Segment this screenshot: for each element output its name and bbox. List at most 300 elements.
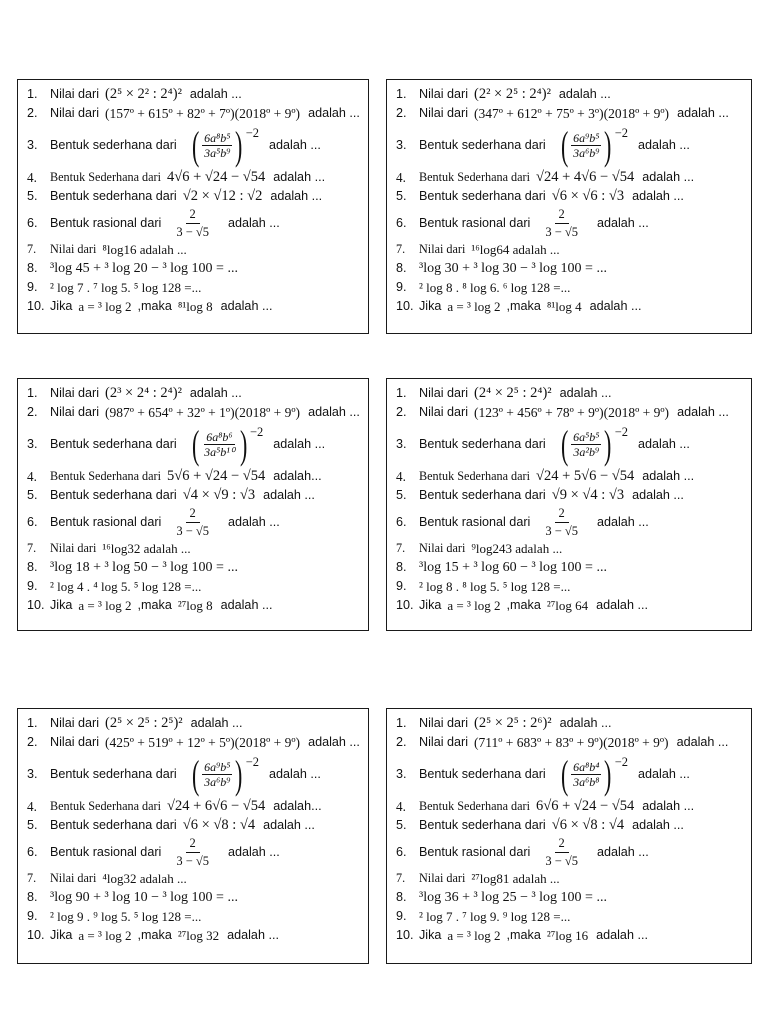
question-6	[27, 505, 362, 539]
question-label: Bentuk rasional dari	[50, 844, 162, 859]
question-1	[396, 384, 745, 403]
math-expression: (711º + 683º + 83º + 9º)(2018º + 9º)	[474, 734, 669, 750]
fraction-power: −2	[614, 754, 629, 769]
question-8	[27, 558, 362, 577]
math-expression: ¹⁶log64 adalah ...	[471, 242, 560, 257]
question-number: 3.	[396, 437, 407, 452]
fraction-denominator: 3a⁵b¹⁰	[204, 445, 235, 459]
fraction-denominator: 3 − √5	[545, 853, 578, 868]
math-expression-2: ²⁷log 32	[177, 928, 220, 943]
question-tail: adalah ...	[677, 106, 729, 121]
question-9	[396, 278, 745, 297]
right-paren-icon: )	[239, 421, 247, 467]
question-4	[396, 467, 745, 486]
question-number: 10.	[27, 299, 45, 314]
question-tail: adalah ...	[270, 189, 323, 204]
question-label: Bentuk sederhana dari	[50, 138, 177, 153]
question-tail: adalah ...	[677, 405, 729, 420]
math-expression: ³log 45 + ³ log 20 − ³ log 100 = ...	[50, 260, 238, 276]
fraction-denominator: 3a⁶b⁸	[573, 775, 600, 789]
question-number: 4.	[396, 169, 406, 185]
question-8	[27, 259, 362, 278]
fraction-denominator: 3a⁶b⁹	[204, 775, 231, 789]
question-tail: adalah ...	[190, 716, 243, 731]
question-label: Nilai dari	[419, 405, 468, 420]
left-paren-icon: (	[560, 122, 569, 168]
question-2	[396, 403, 745, 422]
question-number: 7.	[27, 871, 37, 886]
fraction-numerator: 2	[555, 837, 569, 853]
question-1	[396, 714, 745, 733]
fraction-numerator: 2	[555, 208, 569, 224]
question-label: Nilai dari	[50, 541, 97, 556]
question-tail: adalah...	[273, 469, 322, 484]
question-number: 6.	[396, 514, 407, 529]
question-number: 2.	[27, 405, 38, 420]
math-expression: ² log 9 . ⁹ log 5. ⁵ log 128 =...	[50, 909, 202, 924]
math-expression: a = ³ log 2	[78, 928, 132, 943]
math-expression-2: ²⁷log 64	[546, 598, 589, 613]
question-tail: adalah ...	[227, 215, 280, 230]
question-5	[27, 187, 362, 206]
math-expression-2: ²⁷log 8	[177, 598, 213, 613]
question-label: Nilai dari	[419, 541, 466, 556]
question-3	[396, 123, 745, 168]
fraction	[202, 431, 237, 458]
fraction-denominator: 3a⁶b⁹	[573, 146, 600, 160]
question-label: Bentuk sederhana dari	[50, 818, 177, 833]
question-tail: adalah ...	[189, 87, 242, 102]
question-number: 5.	[396, 818, 407, 833]
question-number: 2.	[396, 735, 407, 750]
math-expression: ³log 18 + ³ log 50 − ³ log 100 = ...	[50, 559, 238, 575]
question-label: Nilai dari	[419, 106, 468, 121]
math-expression-2: ⁸¹log 4	[546, 299, 582, 314]
math-expression: ⁹log243 adalah ...	[471, 541, 563, 556]
fraction-denominator: 3 − √5	[545, 224, 578, 239]
question-label: Nilai dari	[50, 87, 99, 102]
question-label: Nilai dari	[50, 405, 99, 420]
question-number: 6.	[27, 844, 38, 859]
math-expression: ³log 30 + ³ log 30 − ³ log 100 = ...	[419, 260, 607, 276]
math-expression: √24 + 5√6 − √54	[536, 468, 635, 485]
question-4	[396, 168, 745, 187]
fraction-expression	[558, 421, 629, 467]
question-tail: adalah ...	[638, 767, 690, 782]
fraction-power: −2	[614, 125, 629, 140]
question-5	[27, 486, 362, 505]
fraction-numerator: 2	[186, 507, 200, 523]
question-number: 7.	[396, 242, 406, 257]
fraction-numerator: 6a⁵b⁵	[573, 430, 600, 444]
question-label: Jika	[419, 598, 442, 613]
question-label: Jika	[50, 928, 73, 943]
question-9	[396, 577, 745, 596]
math-expression: (123º + 456º + 78º + 9º)(2018º + 9º)	[474, 404, 670, 420]
question-6	[396, 835, 745, 869]
question-5	[27, 816, 362, 835]
math-expression: √24 + 4√6 − √54	[536, 169, 635, 186]
question-3	[396, 752, 745, 797]
math-expression: ² log 7 . ⁷ log 5. ⁵ log 128 =...	[50, 280, 202, 295]
question-number: 10.	[396, 598, 414, 613]
left-paren-icon: (	[191, 751, 200, 797]
question-2	[396, 733, 745, 752]
math-expression: (157º + 615º + 82º + 7º)(2018º + 9º)	[105, 105, 301, 121]
right-paren-icon: )	[604, 122, 612, 168]
question-number: 3.	[27, 138, 38, 153]
fraction-power: −2	[245, 125, 260, 140]
question-number: 9.	[27, 280, 38, 295]
question-number: 8.	[27, 560, 38, 575]
right-paren-icon: )	[604, 421, 612, 467]
question-4	[27, 797, 362, 816]
question-number: 1.	[27, 716, 38, 731]
question-number: 7.	[27, 242, 37, 257]
question-tail: adalah ...	[558, 87, 611, 102]
question-10	[396, 596, 745, 615]
question-tail: adalah ...	[273, 170, 326, 185]
question-tail: adalah ...	[589, 299, 642, 314]
question-7	[27, 539, 362, 558]
fraction-numerator: 6a⁹b⁵	[204, 760, 231, 774]
question-9	[396, 907, 745, 926]
question-9	[27, 577, 362, 596]
question-label: Bentuk sederhana dari	[50, 767, 177, 782]
math-expression: 6√6 + √24 − √54	[536, 798, 635, 815]
right-paren-icon: )	[235, 751, 243, 797]
question-number: 3.	[27, 767, 38, 782]
question-tail: adalah ...	[263, 488, 315, 503]
math-expression: √6 × √6 : √3	[551, 188, 625, 205]
question-card	[386, 378, 752, 631]
math-expression: √4 × √9 : √3	[182, 487, 256, 504]
question-tail: adalah ...	[308, 106, 360, 121]
question-card	[386, 708, 752, 964]
fraction-denominator: 3 − √5	[176, 853, 209, 868]
question-tail: adalah ...	[632, 818, 684, 833]
question-card	[17, 708, 369, 964]
question-9	[27, 278, 362, 297]
question-number: 9.	[396, 280, 407, 295]
question-tail: adalah ...	[596, 844, 649, 859]
fraction-numerator: 6a⁸b⁶	[206, 430, 233, 444]
question-label: Bentuk Sederhana dari	[50, 799, 162, 814]
question-number: 5.	[27, 488, 38, 503]
question-label: Bentuk rasional dari	[419, 514, 531, 529]
question-4	[27, 467, 362, 486]
question-number: 5.	[396, 189, 407, 204]
question-tail: adalah ...	[596, 598, 648, 613]
question-label: Bentuk sederhana dari	[50, 437, 177, 452]
question-4	[396, 797, 745, 816]
question-number: 4.	[27, 468, 37, 484]
math-expression: √9 × √4 : √3	[551, 487, 625, 504]
math-expression-2: ²⁷log 16	[546, 928, 589, 943]
fraction-power: −2	[249, 424, 264, 439]
math-expression: √6 × √8 : √4	[182, 817, 256, 834]
question-label: Bentuk Sederhana dari	[419, 469, 531, 484]
question-label: Bentuk Sederhana dari	[419, 799, 531, 814]
question-number: 9.	[27, 579, 38, 594]
question-label: Nilai dari	[50, 242, 97, 257]
math-expression: a = ³ log 2	[78, 299, 132, 314]
fraction-numerator: 2	[555, 507, 569, 523]
fraction	[571, 761, 601, 788]
math-expression: (2⁵ × 2² : 2⁴)²	[105, 86, 182, 103]
math-expression: ² log 8 . ⁸ log 6. ⁶ log 128 =...	[419, 280, 571, 295]
question-label: Nilai dari	[419, 716, 468, 731]
question-card	[17, 79, 369, 334]
math-expression: ⁸log16 adalah ...	[102, 242, 187, 257]
fraction-expression	[558, 751, 629, 797]
question-tail: adalah ...	[638, 138, 690, 153]
question-5	[396, 486, 745, 505]
question-7	[396, 240, 745, 259]
math-expression: √6 × √8 : √4	[551, 817, 625, 834]
question-5	[396, 816, 745, 835]
question-number: 2.	[396, 106, 407, 121]
question-6	[396, 505, 745, 539]
question-number: 7.	[27, 541, 37, 556]
question-number: 5.	[27, 818, 38, 833]
math-expression: (2⁵ × 2⁵ : 2⁵)²	[105, 715, 183, 732]
math-expression: ³log 90 + ³ log 10 − ³ log 100 = ...	[50, 889, 238, 905]
question-number: 7.	[396, 871, 406, 886]
question-label: Bentuk sederhana dari	[419, 138, 546, 153]
question-tail: adalah ...	[227, 844, 280, 859]
question-label: Nilai dari	[50, 716, 99, 731]
question-label: Jika	[419, 299, 442, 314]
question-number: 10.	[27, 598, 45, 613]
question-number: 9.	[396, 909, 407, 924]
question-tail: adalah ...	[676, 735, 729, 750]
question-card	[17, 378, 369, 631]
question-tail: adalah ...	[269, 767, 321, 782]
question-tail: adalah ...	[559, 716, 612, 731]
question-tail: adalah ...	[189, 386, 242, 401]
question-number: 8.	[27, 890, 38, 905]
fraction	[175, 507, 210, 537]
question-label: Jika	[419, 928, 442, 943]
question-tail: adalah ...	[632, 488, 684, 503]
question-label: Bentuk Sederhana dari	[419, 170, 531, 185]
fraction-numerator: 2	[186, 208, 200, 224]
right-paren-icon: )	[235, 122, 243, 168]
question-number: 5.	[396, 488, 407, 503]
question-tail: adalah ...	[642, 799, 695, 814]
question-8	[396, 259, 745, 278]
question-number: 2.	[27, 735, 38, 750]
math-expression: 5√6 + √24 − √54	[167, 468, 266, 485]
fraction	[571, 132, 601, 159]
math-expression: a = ³ log 2	[447, 299, 501, 314]
question-7	[27, 240, 362, 259]
question-10	[396, 297, 745, 316]
question-tail: adalah ...	[638, 437, 690, 452]
question-number: 7.	[396, 541, 406, 556]
question-number: 10.	[396, 299, 414, 314]
math-expression: √2 × √12 : √2	[182, 188, 263, 205]
math-expression: ³log 15 + ³ log 60 − ³ log 100 = ...	[419, 559, 607, 575]
question-8	[27, 888, 362, 907]
question-number: 10.	[396, 928, 414, 943]
math-expression: ²⁷log81 adalah ...	[471, 871, 560, 886]
math-expression: a = ³ log 2	[78, 598, 132, 613]
math-expression: ² log 4 . ⁴ log 5. ⁵ log 128 =...	[50, 579, 202, 594]
question-label: Bentuk sederhana dari	[50, 189, 177, 204]
fraction-denominator: 3a⁵b⁹	[204, 146, 231, 160]
fraction	[202, 761, 232, 788]
question-label: Bentuk sederhana dari	[419, 767, 546, 782]
fraction-expression	[189, 751, 260, 797]
question-3	[396, 422, 745, 467]
fraction	[544, 507, 579, 537]
question-connector: ,maka	[506, 928, 541, 943]
question-label: Bentuk rasional dari	[50, 215, 162, 230]
question-tail: adalah ...	[596, 928, 648, 943]
question-label: Bentuk rasional dari	[419, 844, 531, 859]
question-label: Bentuk sederhana dari	[419, 437, 546, 452]
question-number: 6.	[396, 844, 407, 859]
question-tail: adalah ...	[559, 386, 612, 401]
question-number: 2.	[396, 405, 407, 420]
question-tail: adalah ...	[642, 170, 695, 185]
fraction-numerator: 2	[186, 837, 200, 853]
question-number: 4.	[27, 169, 37, 185]
question-7	[396, 869, 745, 888]
fraction-expression	[189, 421, 264, 467]
question-tail: adalah ...	[308, 735, 360, 750]
question-number: 4.	[396, 798, 406, 814]
question-2	[27, 403, 362, 422]
question-number: 8.	[396, 890, 407, 905]
question-label: Nilai dari	[419, 735, 468, 750]
math-expression-2: ⁸¹log 8	[177, 299, 213, 314]
question-3	[27, 123, 362, 168]
math-expression: ² log 8 . ⁸ log 5. ⁵ log 128 =...	[419, 579, 571, 594]
question-2	[27, 733, 362, 752]
fraction-denominator: 3 − √5	[176, 523, 209, 538]
left-paren-icon: (	[560, 751, 569, 797]
fraction	[571, 431, 601, 458]
question-label: Jika	[50, 598, 73, 613]
math-expression: a = ³ log 2	[447, 598, 501, 613]
question-1	[27, 85, 362, 104]
question-tail: adalah ...	[596, 514, 649, 529]
question-5	[396, 187, 745, 206]
question-label: Nilai dari	[50, 735, 99, 750]
fraction-denominator: 3 − √5	[545, 523, 578, 538]
question-tail: adalah...	[273, 799, 322, 814]
math-expression: (347º + 612º + 75º + 3º)(2018º + 9º)	[474, 105, 670, 121]
question-label: Nilai dari	[50, 106, 99, 121]
question-label: Nilai dari	[419, 242, 466, 257]
question-6	[27, 835, 362, 869]
fraction-expression	[189, 122, 260, 168]
question-2	[396, 104, 745, 123]
question-label: Bentuk rasional dari	[50, 514, 162, 529]
question-10	[27, 596, 362, 615]
question-7	[396, 539, 745, 558]
fraction-numerator: 6a⁸b⁴	[573, 760, 600, 774]
question-number: 1.	[396, 87, 407, 102]
math-expression: (2⁴ × 2⁵ : 2⁴)²	[474, 385, 552, 402]
question-label: Nilai dari	[50, 386, 99, 401]
question-connector: ,maka	[137, 928, 172, 943]
left-paren-icon: (	[560, 421, 569, 467]
question-1	[27, 714, 362, 733]
question-label: Nilai dari	[419, 386, 468, 401]
question-number: 10.	[27, 928, 45, 943]
question-6	[27, 206, 362, 240]
math-expression: (2³ × 2⁴ : 2⁴)²	[105, 385, 182, 402]
question-number: 3.	[396, 138, 407, 153]
question-number: 6.	[27, 514, 38, 529]
question-10	[396, 926, 745, 945]
question-label: Bentuk sederhana dari	[50, 488, 177, 503]
question-number: 1.	[27, 386, 38, 401]
question-8	[396, 558, 745, 577]
question-connector: ,maka	[137, 598, 172, 613]
math-expression: (425º + 519º + 12º + 5º)(2018º + 9º)	[105, 734, 301, 750]
math-expression: a = ³ log 2	[447, 928, 501, 943]
question-label: Bentuk Sederhana dari	[50, 469, 162, 484]
question-number: 8.	[396, 261, 407, 276]
question-6	[396, 206, 745, 240]
math-expression: (2⁵ × 2⁵ : 2⁶)²	[474, 715, 552, 732]
question-label: Bentuk rasional dari	[419, 215, 531, 230]
question-tail: adalah ...	[596, 215, 649, 230]
fraction	[202, 132, 232, 159]
question-3	[27, 422, 362, 467]
math-expression: ⁴log32 adalah ...	[102, 871, 187, 886]
math-expression: √24 + 6√6 − √54	[167, 798, 266, 815]
question-3	[27, 752, 362, 797]
question-2	[27, 104, 362, 123]
question-number: 1.	[396, 716, 407, 731]
question-9	[27, 907, 362, 926]
question-label: Nilai dari	[419, 87, 468, 102]
math-expression: (2² × 2⁵ : 2⁴)²	[474, 86, 551, 103]
question-number: 6.	[396, 215, 407, 230]
question-number: 4.	[396, 468, 406, 484]
question-number: 5.	[27, 189, 38, 204]
question-tail: adalah ...	[227, 514, 280, 529]
question-number: 8.	[396, 560, 407, 575]
math-expression: ² log 7 . ⁷ log 9. ⁹ log 128 =...	[419, 909, 571, 924]
left-paren-icon: (	[191, 421, 200, 467]
fraction-numerator: 6a⁹b⁵	[573, 131, 600, 145]
question-tail: adalah ...	[269, 138, 321, 153]
question-7	[27, 869, 362, 888]
question-number: 3.	[27, 437, 38, 452]
question-number: 1.	[396, 386, 407, 401]
question-tail: adalah ...	[227, 928, 279, 943]
question-tail: adalah ...	[642, 469, 695, 484]
fraction-power: −2	[245, 754, 260, 769]
math-expression: 4√6 + √24 − √54	[167, 169, 266, 186]
fraction-expression	[558, 122, 629, 168]
question-label: Nilai dari	[419, 871, 466, 886]
question-number: 1.	[27, 87, 38, 102]
question-number: 9.	[27, 909, 38, 924]
question-1	[27, 384, 362, 403]
question-number: 8.	[27, 261, 38, 276]
question-tail: adalah ...	[220, 598, 273, 613]
question-label: Bentuk sederhana dari	[419, 189, 546, 204]
math-expression: ³log 36 + ³ log 25 − ³ log 100 = ...	[419, 889, 607, 905]
